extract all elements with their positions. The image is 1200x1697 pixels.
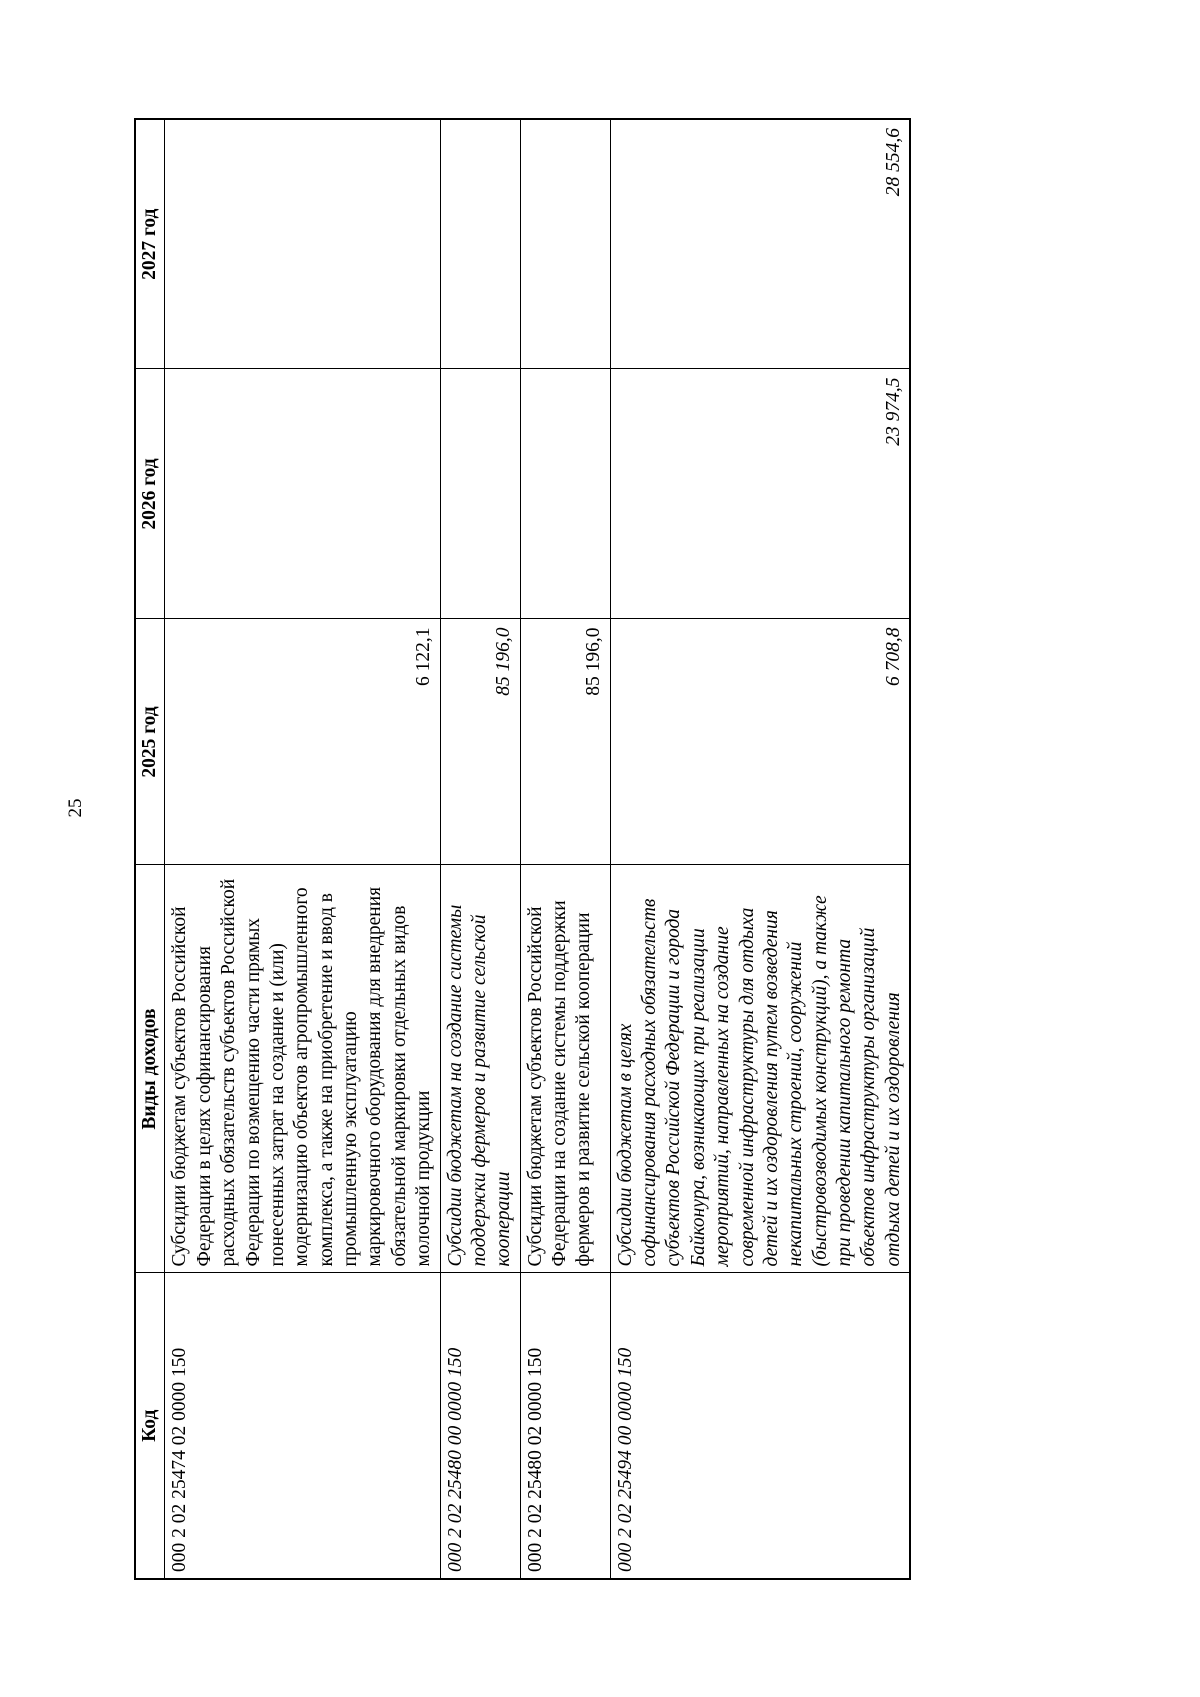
header-code: Код: [135, 1273, 165, 1579]
table-wrapper: [134, 120, 904, 1580]
revenue-table: [134, 118, 911, 1580]
cell-2027: [165, 119, 440, 369]
cell-2027: 28 554,6: [610, 119, 910, 369]
cell-2025: 85 196,0: [440, 619, 520, 865]
cell-2025: 85 196,0: [520, 619, 610, 865]
cell-2026: 23 974,5: [610, 369, 910, 619]
cell-name: Субсидии бюджетам в целях софинансирования расходных обязательств субъектов Российской Федерации и города Байконура, возникающих при реализации мероприятий, направленных на создание современной инфраструктуры для отдыха детей и их оздоровления путем возведения некапитальных строений, сооружений (быстровозводимых конструкций), а также при проведении капитального ремонта объектов инфраструктуры организаций отдыха детей и их оздоровления: [610, 865, 910, 1273]
cell-2026: [440, 369, 520, 619]
cell-code: 000 2 02 25480 00 0000 150: [440, 1273, 520, 1579]
table-row: [440, 119, 520, 1579]
cell-name: Субсидии бюджетам на создание системы поддержки фермеров и развитие сельской кооперации: [440, 865, 520, 1273]
rotated-table-container: [134, 120, 904, 1580]
header-name: Виды доходов: [135, 865, 165, 1273]
table-header-row: [135, 119, 165, 1579]
table-row: [165, 119, 440, 1579]
header-2027: 2027 год: [135, 119, 165, 369]
cell-2027: [440, 119, 520, 369]
table-row: [610, 119, 910, 1579]
header-2025: 2025 год: [135, 619, 165, 865]
cell-2026: [165, 369, 440, 619]
cell-code: 000 2 02 25480 02 0000 150: [520, 1273, 610, 1579]
cell-2026: [520, 369, 610, 619]
cell-name: Субсидии бюджетам субъектов Российской Федерации в целях софинансирования расходных обязательств субъектов Российской Федерации по возмещению части прямых понесенных затрат на создание и (или) модернизацию объектов агропромышленного комплекса, а также на приобретение и ввод в промышленную эксплуатацию маркировочного оборудования для внедрения обязательной маркировки отдельных видов молочной продукции: [165, 865, 440, 1273]
cell-2025: 6 122,1: [165, 619, 440, 865]
cell-code: 000 2 02 25474 02 0000 150: [165, 1273, 440, 1579]
header-2026: 2026 год: [135, 369, 165, 619]
page-number: 25: [65, 798, 86, 818]
table-row: [520, 119, 610, 1579]
cell-code: 000 2 02 25494 00 0000 150: [610, 1273, 910, 1579]
cell-2025: 6 708,8: [610, 619, 910, 865]
cell-name: Субсидии бюджетам субъектов Российской Федерации на создание системы поддержки фермеров и развитие сельской кооперации: [520, 865, 610, 1273]
cell-2027: [520, 119, 610, 369]
